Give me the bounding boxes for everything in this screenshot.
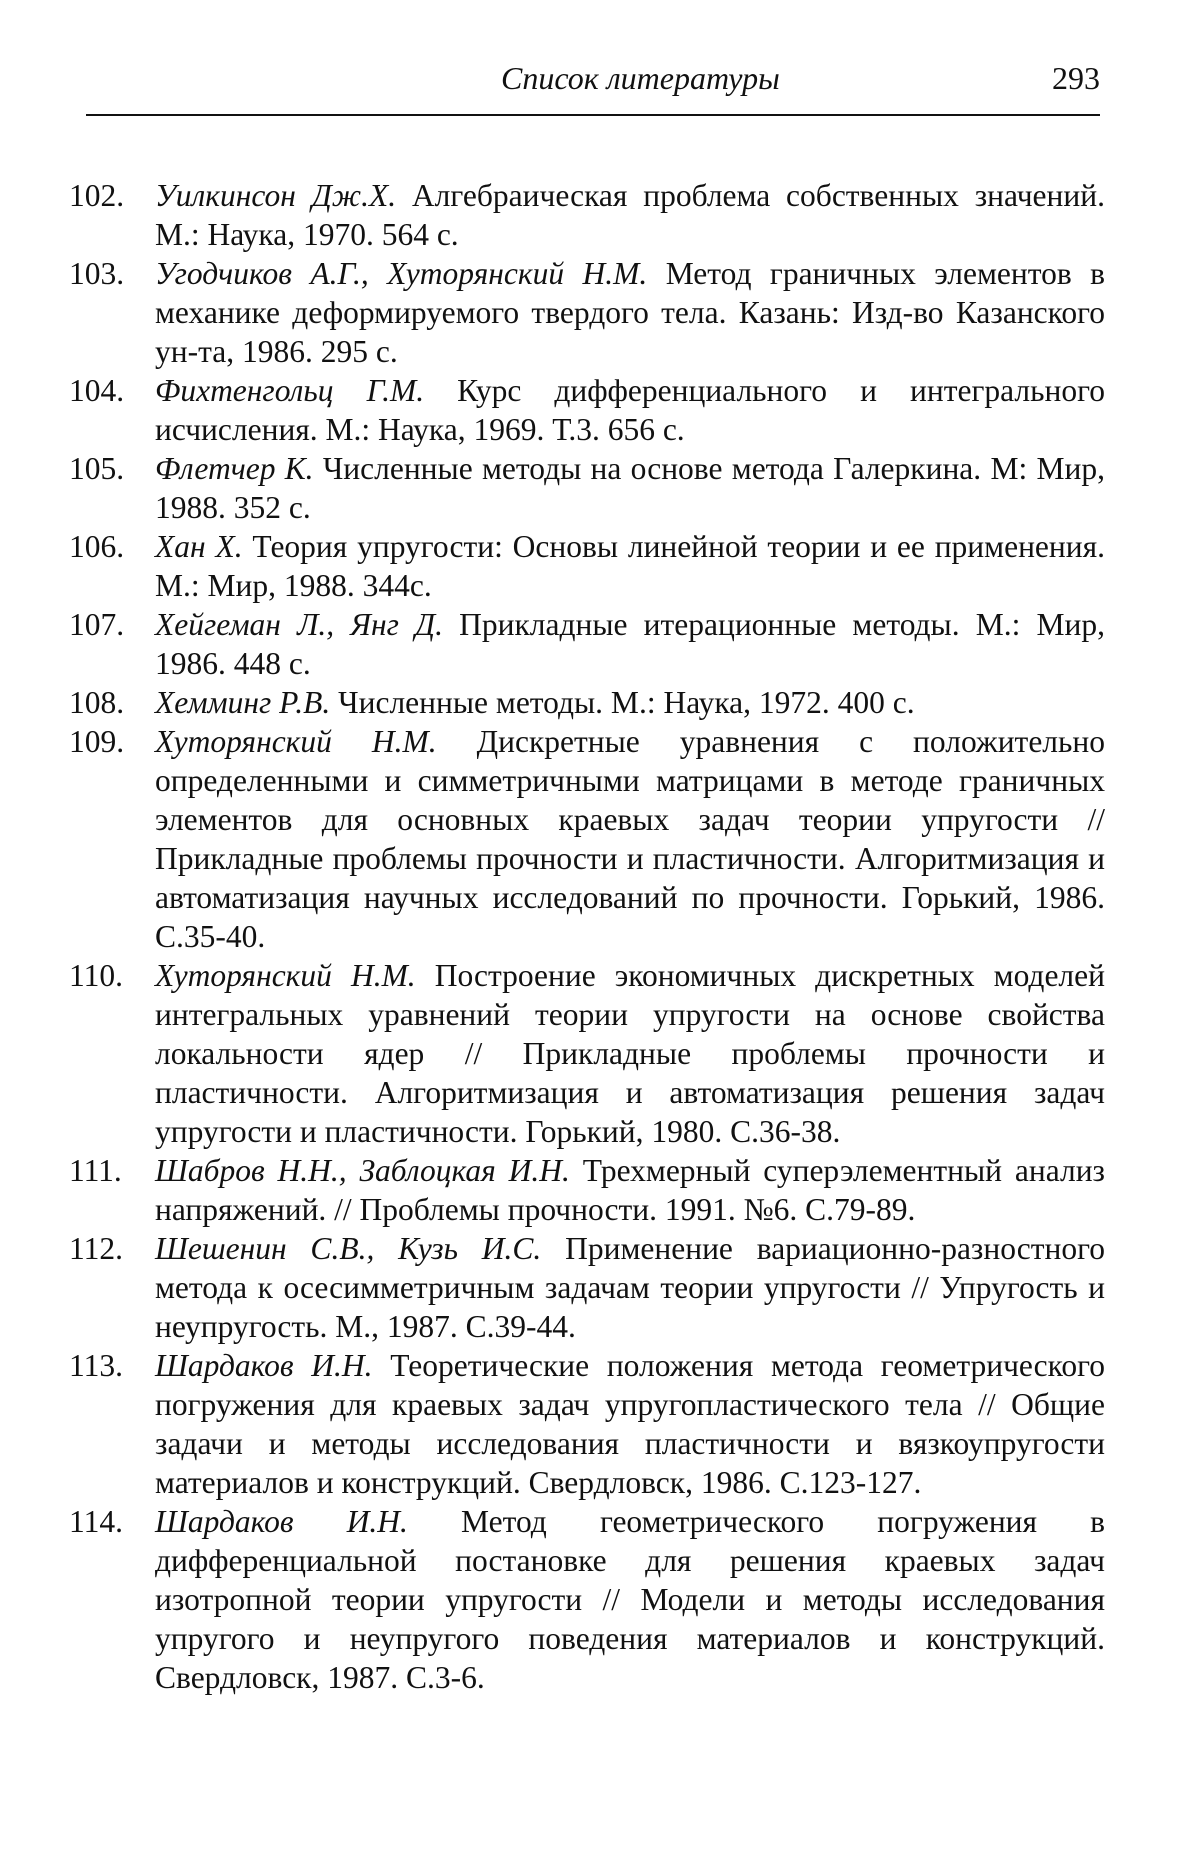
header-title: Список литературы [501,60,780,96]
reference-item [69,683,1105,722]
reference-text: Прикладные итерационные методы. М.: Мир, 1986. 448 с. [155,607,1105,681]
reference-item [69,449,1105,527]
reference-text: Дискретные уравнения с положительно определенными и симметричными матрицами в методе граничных элементов для основных краевых задач теории упругости // Прикладные проблемы прочности и пластичности. Алгоритмизация и автоматизация научных исследований по прочности. Горький, 1986. С.35-40. [155,724,1105,954]
reference-text: Построение экономичных дискретных моделей интегральных уравнений теории упругости на основе свойства локальности ядер // Прикладные проблемы прочности и пластичности. Алгоритмизация и автоматизация решения задач упругости и пластичности. Горький, 1980. С.36-38. [155,958,1105,1149]
reference-text: Алгебраическая проблема собственных значений. М.: Наука, 1970. 564 с. [155,178,1105,252]
reference-authors: Шешенин С.В., Кузь И.С. [155,1231,542,1266]
reference-authors: Хейгеман Л., Янг Д. [155,607,443,642]
reference-list [69,176,1106,1697]
reference-item [69,371,1105,449]
reference-authors: Уилкинсон Дж.Х. [155,178,397,213]
reference-authors: Хан Х. [155,529,243,564]
reference-text: Численные методы. М.: Наука, 1972. 400 с. [330,685,915,720]
reference-authors: Шабров Н.Н., Заблоцкая И.Н. [155,1153,570,1188]
reference-text: Теоретические положения метода геометрического погружения для краевых задач упругопластического тела // Общие задачи и методы исследования пластичности и вязкоупругости материалов и конструкций. Свердловск, 1986. С.123-127. [155,1348,1106,1500]
reference-item [69,722,1105,956]
reference-authors: Фихтенгольц Г.М. [155,373,425,408]
reference-number: 109. [69,724,125,759]
reference-authors: Хуторянский Н.М. [155,724,437,759]
reference-number: 103. [69,256,125,291]
reference-number: 114. [69,1504,123,1539]
reference-item [69,176,1105,254]
reference-item [69,605,1105,683]
reference-number: 106. [69,529,125,564]
reference-authors: Флетчер К. [155,451,314,486]
reference-authors: Шардаков И.Н. [155,1504,408,1539]
reference-item [69,1151,1106,1229]
reference-text: Курс дифференциального и интегрального исчисления. М.: Наука, 1969. Т.3. 656 с. [155,373,1105,447]
reference-number: 113. [69,1348,123,1383]
reference-number: 104. [69,373,125,408]
reference-authors: Хемминг Р.В. [155,685,331,720]
reference-text: Применение вариационно-разностного метода к осесимметричным задачам теории упругости // Упругость и неупругость. М., 1987. С.39-44. [155,1231,1105,1344]
reference-authors: Шардаков И.Н. [155,1348,373,1383]
reference-item [69,956,1105,1151]
reference-item [69,1229,1105,1346]
reference-number: 110. [69,958,123,993]
reference-item [69,1502,1105,1697]
reference-text: Теория упругости: Основы линейной теории и ее применения. М.: Мир, 1988. 344с. [155,529,1105,603]
reference-number: 105. [69,451,125,486]
reference-text: Численные методы на основе метода Галеркина. М: Мир, 1988. 352 с. [155,451,1105,525]
reference-authors: Угодчиков А.Г., Хуторянский Н.М. [155,256,648,291]
reference-text: Метод геометрического погружения в дифференциальной постановке для решения краевых задач изотропной теории упругости // Модели и методы исследования упругого и неупругого поведения материалов и конструкций. Свердловск, 1987. С.3-6. [155,1504,1105,1695]
reference-item [69,254,1105,371]
reference-item [69,1346,1106,1502]
reference-number: 108. [69,685,125,720]
reference-authors: Хуторянский Н.М. [155,958,416,993]
running-header [86,52,1100,116]
reference-number: 112. [69,1231,123,1266]
reference-number: 111. [69,1153,122,1188]
reference-text: Метод граничных элементов в механике деформируемого твердого тела. Казань: Изд-во Казанского ун-та, 1986. 295 с. [155,256,1105,369]
reference-number: 102. [69,178,125,213]
reference-text: Трехмерный суперэлементный анализ напряжений. // Проблемы прочности. 1991. №6. С.79-89. [155,1153,1106,1227]
reference-item [69,527,1105,605]
page-number: 293 [1052,60,1100,96]
reference-number: 107. [69,607,125,642]
